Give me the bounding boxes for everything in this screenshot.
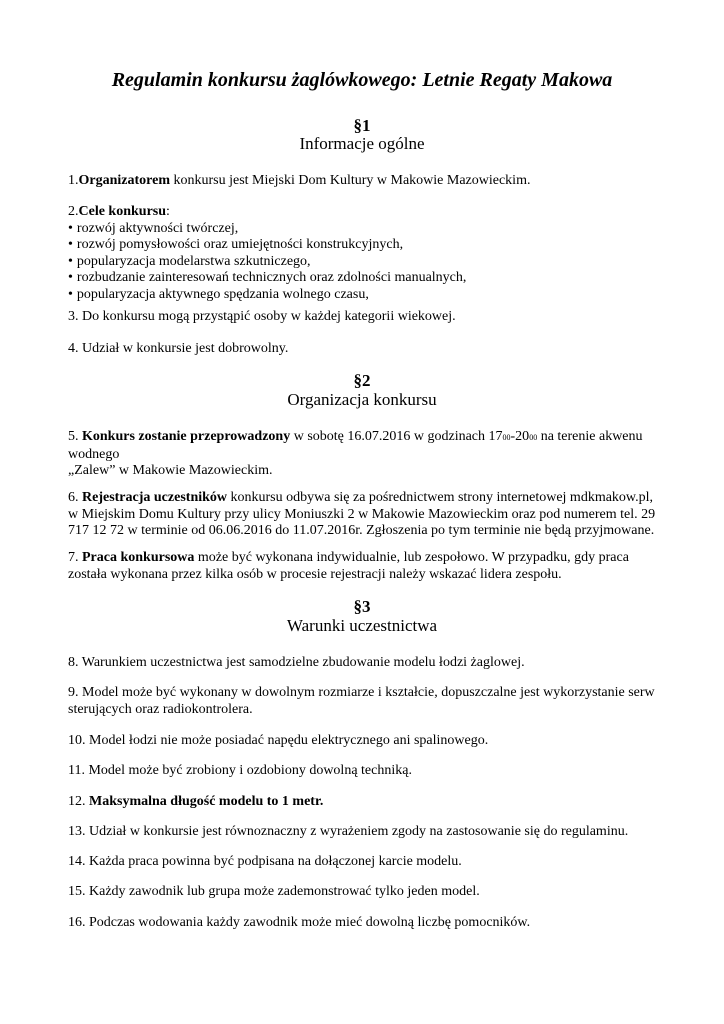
section-2-number: §2 — [353, 371, 371, 390]
time-end-minutes: 00 — [529, 433, 538, 442]
paragraph-5-line-3: „Zalew” w Makowie Mazowieckim. — [68, 463, 273, 478]
paragraph-4: 4. Udział w konkursie jest dobrowolny. — [68, 341, 289, 356]
time-end-hour: -20 — [510, 429, 530, 444]
paragraph-3: 3. Do konkursu mogą przystąpić osoby w każdej kategorii wiekowej. — [68, 309, 456, 324]
time-start-minutes: 00 — [502, 433, 511, 442]
paragraph-16: 16. Podczas wodowania każdy zawodnik może mieć dowolną liczbę pomocników. — [68, 915, 531, 930]
paragraph-6-text: konkursu odbywa się za pośrednictwem strony internetowej mdkmakow.pl, w Miejskim Domu Kultury przy ulicy Moniuszki 2 w Makowie Mazowieckim oraz pod numerem tel. 29 717 12 72 w terminie od 06.06.2016 do 11.07.2016r. Zgłoszenia po tym terminie nie będą przyjmowane. — [68, 490, 656, 538]
paragraph-10: 10. Model łodzi nie może posiadać napędu elektrycznego ani spalinowego. — [68, 733, 489, 748]
paragraph-2 — [68, 204, 664, 303]
paragraph-1 — [68, 173, 664, 190]
goal-bullet-4: • rozbudzanie zainteresowań technicznych oraz zdolności manualnych, — [68, 270, 664, 287]
section-3-number: §3 — [353, 597, 371, 616]
section-1-number: §1 — [353, 116, 371, 135]
paragraph-13: 13. Udział w konkursie jest równoznaczny z wyrażeniem zgody na zastosowanie się do regulaminu. — [68, 824, 629, 839]
paragraph-8: 8. Warunkiem uczestnictwa jest samodzielne zbudowanie modelu łodzi żaglowej. — [68, 655, 525, 670]
goal-bullet-2: • rozwój pomysłowości oraz umiejętności konstrukcyjnych, — [68, 237, 664, 254]
section-2-title: Organizacja konkursu — [287, 390, 437, 409]
goal-bullet-1: • rozwój aktywności twórczej, — [68, 221, 664, 238]
paragraph-6-number: 6. — [68, 490, 82, 505]
paragraph-5-text-end: na terenie akwenu — [537, 429, 643, 444]
paragraph-5-line-2: wodnego — [68, 446, 120, 462]
paragraph-7-bold: Praca konkursowa — [82, 550, 195, 565]
paragraph-5-number: 5. — [68, 429, 82, 444]
goal-bullet-3: • popularyzacja modelarstwa szkutniczego, — [68, 254, 664, 271]
paragraph-2-bold: Cele konkursu — [78, 204, 167, 219]
paragraph-7-text: może być wykonana indywidualnie, lub zespołowo. W przypadku, gdy praca została wykonana przez kilka osób w procesie rejestracji należy wskazać lidera zespołu. — [68, 550, 629, 582]
paragraph-5 — [68, 429, 664, 480]
paragraph-12 — [68, 794, 664, 811]
paragraph-15: 15. Każdy zawodnik lub grupa może zademonstrować tylko jeden model. — [68, 884, 480, 899]
goal-bullet-5: • popularyzacja aktywnego spędzania wolnego czasu, — [68, 287, 664, 304]
document-title: Regulamin konkursu żaglówkowego: Letnie Regaty Makowa — [111, 69, 613, 91]
paragraph-11: 11. Model może być zrobiony i ozdobiony dowolną techniką. — [68, 763, 412, 778]
paragraph-9: 9. Model może być wykonany w dowolnym rozmiarze i kształcie, dopuszczalne jest wykorzystanie serw sterujących oraz radiokontrolera. — [68, 685, 655, 717]
paragraph-7 — [68, 550, 664, 583]
paragraph-6-bold: Rejestracja uczestników — [82, 490, 228, 505]
paragraph-1-text: konkursu jest Miejski Dom Kultury w Makowie Mazowieckim. — [170, 173, 531, 188]
paragraph-1-number: 1. — [68, 173, 79, 188]
paragraph-12-number: 12. — [68, 794, 89, 809]
paragraph-1-bold: Organizatorem — [78, 173, 170, 188]
paragraph-2-number: 2. — [68, 204, 79, 219]
section-3-title: Warunki uczestnictwa — [286, 616, 438, 635]
paragraph-6 — [68, 490, 664, 540]
section-1-title: Informacje ogólne — [299, 134, 425, 153]
paragraph-5-bold: Konkurs zostanie przeprowadzony — [82, 429, 291, 444]
paragraph-2-colon: : — [166, 204, 170, 219]
paragraph-12-bold: Maksymalna długość modelu to 1 metr. — [89, 794, 324, 809]
paragraph-5-text: w sobotę 16.07.2016 w godzinach 17 — [290, 429, 503, 444]
paragraph-7-number: 7. — [68, 550, 82, 565]
paragraph-14: 14. Każda praca powinna być podpisana na dołączonej karcie modelu. — [68, 854, 462, 869]
